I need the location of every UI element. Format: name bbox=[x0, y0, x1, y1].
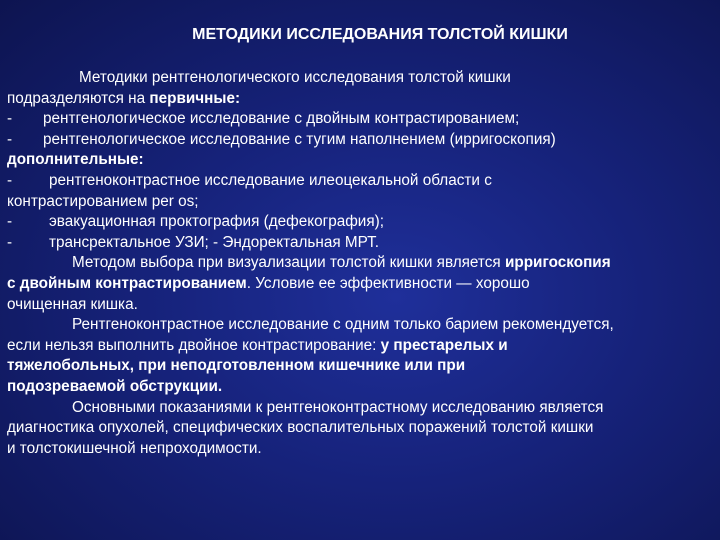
list-item bbox=[7, 212, 715, 233]
bold-text: тяжелобольных, при неподготовленном кишечнике или при bbox=[7, 357, 466, 375]
dash-marker: - bbox=[7, 110, 13, 128]
paragraph-line bbox=[7, 89, 715, 110]
text-span: Методом выбора при визуализации толстой кишки является bbox=[72, 254, 505, 272]
list-item bbox=[7, 233, 715, 254]
paragraph-line bbox=[7, 356, 715, 377]
dash-marker: - bbox=[7, 233, 13, 251]
list-item bbox=[7, 130, 715, 151]
list-item-text: трансректальное УЗИ; - Эндоректальная МРТ. bbox=[49, 233, 380, 251]
paragraph-line: диагностика опухолей, специфических воспалительных поражений толстой кишки bbox=[7, 419, 594, 437]
list-item-text: рентгеноконтрастное исследование илеоцекальной области с bbox=[49, 171, 492, 189]
paragraph-line: Методики рентгенологического исследования толстой кишки bbox=[79, 69, 511, 86]
text-span: подразделяются на bbox=[7, 89, 150, 107]
list-item bbox=[7, 109, 715, 130]
list-item bbox=[7, 171, 715, 192]
bold-text: подозреваемой обструкции. bbox=[7, 377, 223, 395]
slide-title: МЕТОДИКИ ИССЛЕДОВАНИЯ ТОЛСТОЙ КИШКИ bbox=[192, 26, 568, 43]
list-item-continuation: контрастированием per os; bbox=[7, 192, 199, 210]
paragraph-line bbox=[7, 274, 715, 295]
text-span: если нельзя выполнить двойное контрастирование: bbox=[7, 336, 381, 354]
paragraph-line bbox=[7, 377, 715, 398]
bold-text: у престарелых и bbox=[380, 336, 508, 354]
slide-body bbox=[7, 68, 715, 459]
dash-marker: - bbox=[7, 213, 13, 231]
bold-text: с двойным контрастированием bbox=[7, 274, 247, 292]
paragraph-line: Основными показаниями к рентгеноконтрастному исследованию является bbox=[72, 398, 604, 416]
paragraph-line: и толстокишечной непроходимости. bbox=[7, 439, 262, 457]
paragraph-line: очищенная кишка. bbox=[7, 295, 138, 313]
dash-marker: - bbox=[7, 130, 13, 148]
list-item-text: рентгенологическое исследование с двойным контрастированием; bbox=[43, 110, 520, 128]
paragraph-line bbox=[7, 336, 715, 357]
dash-marker: - bbox=[7, 171, 13, 189]
bold-text: первичные: bbox=[149, 89, 241, 107]
list-item-text: эвакуационная проктография (дефекография); bbox=[49, 213, 384, 231]
paragraph-line bbox=[7, 253, 715, 274]
bold-text: дополнительные: bbox=[7, 151, 144, 169]
paragraph-line: Рентгеноконтрастное исследование с одним только барием рекомендуется, bbox=[72, 316, 614, 334]
text-span: . Условие ее эффективности — хорошо bbox=[246, 274, 530, 292]
list-item-text: рентгенологическое исследование с тугим наполнением (ирригоскопия) bbox=[43, 130, 556, 148]
bold-text: ирригоскопия bbox=[504, 254, 611, 272]
section-label bbox=[7, 150, 715, 171]
